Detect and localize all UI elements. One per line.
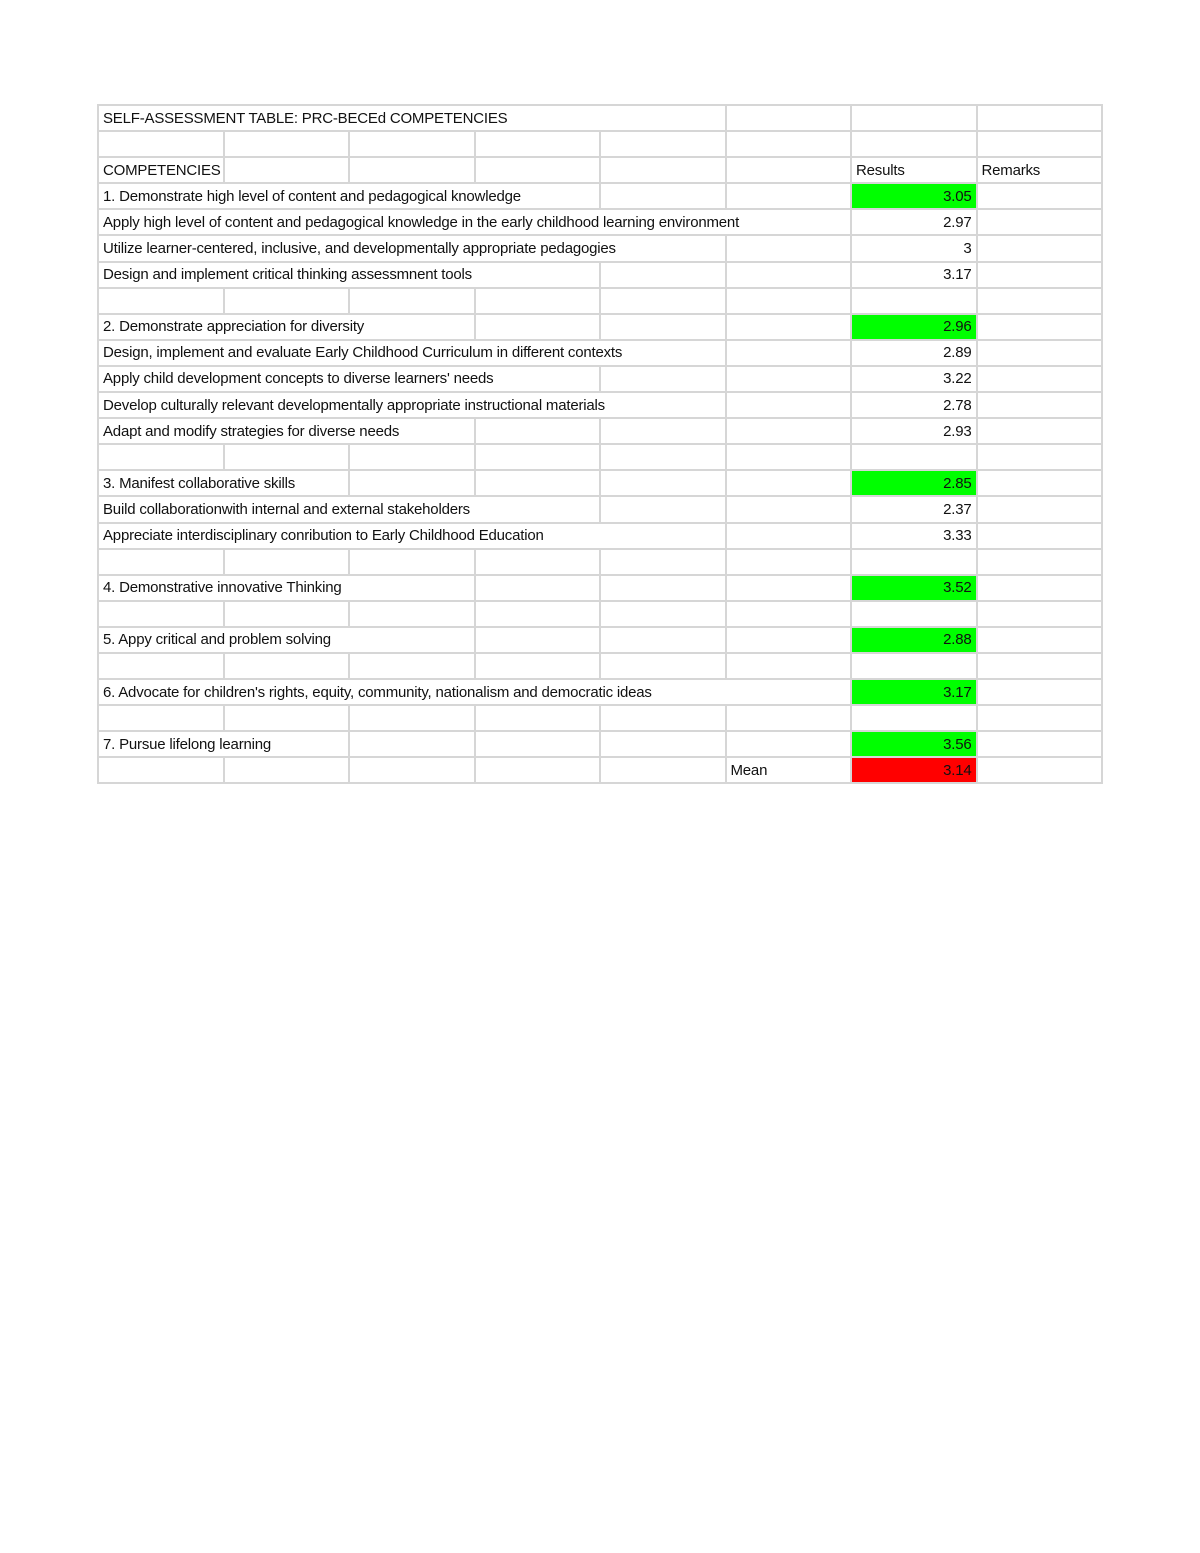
blank-row-empty-cell[interactable] <box>601 602 727 628</box>
item-result-value[interactable]: 2.97 <box>852 210 978 236</box>
row-empty-cell[interactable] <box>476 315 602 341</box>
item-result-value[interactable]: 3.17 <box>852 263 978 289</box>
item-result-value[interactable]: 2.78 <box>852 393 978 419</box>
title-row-empty-cell[interactable] <box>978 106 1104 132</box>
category-result-value[interactable]: 2.96 <box>852 315 978 341</box>
blank-row-empty-cell[interactable] <box>350 289 476 315</box>
category-result-value[interactable]: 3.52 <box>852 576 978 602</box>
row-empty-cell[interactable] <box>601 315 727 341</box>
row-empty-cell[interactable] <box>727 367 853 393</box>
row-empty-cell[interactable] <box>601 628 727 654</box>
blank-row-empty-cell[interactable] <box>99 706 225 732</box>
item-result-value[interactable]: 2.89 <box>852 341 978 367</box>
blank-row-empty-cell[interactable] <box>601 445 727 471</box>
spacer-row-empty-cell[interactable] <box>852 132 978 158</box>
spreadsheet-grid <box>97 104 1103 784</box>
competency-item-label[interactable]: Apply child development concepts to diverse learners' needs <box>99 367 601 393</box>
competency-item-label[interactable]: Develop culturally relevant developmentally appropriate instructional materials <box>99 393 727 419</box>
blank-row-empty-cell[interactable] <box>350 550 476 576</box>
remarks-cell[interactable] <box>978 419 1104 445</box>
spacer-row-empty-cell[interactable] <box>978 132 1104 158</box>
header-row-empty-cell[interactable] <box>601 158 727 184</box>
mean-row-empty-cell[interactable] <box>601 758 727 784</box>
spacer-row-empty-cell[interactable] <box>476 132 602 158</box>
blank-row-empty-cell[interactable] <box>978 289 1104 315</box>
row-empty-cell[interactable] <box>601 471 727 497</box>
mean-row-empty-cell[interactable] <box>350 758 476 784</box>
remarks-cell[interactable] <box>978 758 1104 784</box>
remarks-cell[interactable] <box>978 393 1104 419</box>
remarks-cell[interactable] <box>978 341 1104 367</box>
row-empty-cell[interactable] <box>727 471 853 497</box>
blank-row-empty-cell[interactable] <box>978 654 1104 680</box>
competency-item-label[interactable]: Utilize learner-centered, inclusive, and developmentally appropriate pedagogies <box>99 236 727 262</box>
blank-row-empty-cell[interactable] <box>99 550 225 576</box>
remarks-cell[interactable] <box>978 524 1104 550</box>
header-competencies[interactable]: COMPETENCIES <box>99 158 225 184</box>
competency-category-label[interactable]: 5. Appy critical and problem solving <box>99 628 476 654</box>
row-empty-cell[interactable] <box>727 393 853 419</box>
row-empty-cell[interactable] <box>727 419 853 445</box>
spacer-row-empty-cell[interactable] <box>99 132 225 158</box>
header-row-empty-cell[interactable] <box>476 158 602 184</box>
remarks-cell[interactable] <box>978 732 1104 758</box>
blank-row-empty-cell[interactable] <box>852 445 978 471</box>
blank-row-empty-cell[interactable] <box>601 550 727 576</box>
row-empty-cell[interactable] <box>601 497 727 523</box>
blank-row-empty-cell[interactable] <box>852 654 978 680</box>
item-result-value[interactable]: 3.22 <box>852 367 978 393</box>
blank-row-empty-cell[interactable] <box>727 550 853 576</box>
row-empty-cell[interactable] <box>727 341 853 367</box>
row-empty-cell[interactable] <box>727 524 853 550</box>
blank-row-empty-cell[interactable] <box>727 706 853 732</box>
blank-row-empty-cell[interactable] <box>99 445 225 471</box>
row-empty-cell[interactable] <box>601 732 727 758</box>
row-empty-cell[interactable] <box>601 576 727 602</box>
item-result-value[interactable]: 3.33 <box>852 524 978 550</box>
spacer-row-empty-cell[interactable] <box>350 132 476 158</box>
remarks-cell[interactable] <box>978 263 1104 289</box>
category-result-value[interactable]: 3.05 <box>852 184 978 210</box>
blank-row-empty-cell[interactable] <box>978 445 1104 471</box>
blank-row-empty-cell[interactable] <box>99 654 225 680</box>
row-empty-cell[interactable] <box>601 419 727 445</box>
blank-row-empty-cell[interactable] <box>225 550 351 576</box>
blank-row-empty-cell[interactable] <box>727 602 853 628</box>
remarks-cell[interactable] <box>978 184 1104 210</box>
remarks-cell[interactable] <box>978 680 1104 706</box>
blank-row-empty-cell[interactable] <box>350 445 476 471</box>
header-results[interactable]: Results <box>852 158 978 184</box>
blank-row-empty-cell[interactable] <box>978 602 1104 628</box>
blank-row-empty-cell[interactable] <box>476 602 602 628</box>
row-empty-cell[interactable] <box>727 628 853 654</box>
row-empty-cell[interactable] <box>727 236 853 262</box>
blank-row-empty-cell[interactable] <box>476 445 602 471</box>
spacer-row-empty-cell[interactable] <box>727 132 853 158</box>
spacer-row-empty-cell[interactable] <box>601 132 727 158</box>
blank-row-empty-cell[interactable] <box>727 289 853 315</box>
remarks-cell[interactable] <box>978 576 1104 602</box>
blank-row-empty-cell[interactable] <box>350 706 476 732</box>
remarks-cell[interactable] <box>978 628 1104 654</box>
mean-row-empty-cell[interactable] <box>99 758 225 784</box>
row-empty-cell[interactable] <box>727 315 853 341</box>
competency-item-label[interactable]: Apply high level of content and pedagogical knowledge in the early childhood learning environment <box>99 210 852 236</box>
blank-row-empty-cell[interactable] <box>476 550 602 576</box>
row-empty-cell[interactable] <box>350 471 476 497</box>
category-result-value[interactable]: 3.17 <box>852 680 978 706</box>
remarks-cell[interactable] <box>978 210 1104 236</box>
blank-row-empty-cell[interactable] <box>476 654 602 680</box>
header-row-empty-cell[interactable] <box>350 158 476 184</box>
blank-row-empty-cell[interactable] <box>978 706 1104 732</box>
row-empty-cell[interactable] <box>476 576 602 602</box>
competency-category-label[interactable]: 6. Advocate for children's rights, equity, community, nationalism and democratic ideas <box>99 680 852 706</box>
blank-row-empty-cell[interactable] <box>727 445 853 471</box>
blank-row-empty-cell[interactable] <box>99 289 225 315</box>
blank-row-empty-cell[interactable] <box>225 654 351 680</box>
item-result-value[interactable]: 2.93 <box>852 419 978 445</box>
blank-row-empty-cell[interactable] <box>852 706 978 732</box>
remarks-cell[interactable] <box>978 367 1104 393</box>
remarks-cell[interactable] <box>978 471 1104 497</box>
row-empty-cell[interactable] <box>476 732 602 758</box>
row-empty-cell[interactable] <box>476 471 602 497</box>
blank-row-empty-cell[interactable] <box>225 445 351 471</box>
blank-row-empty-cell[interactable] <box>978 550 1104 576</box>
competency-category-label[interactable]: 2. Demonstrate appreciation for diversity <box>99 315 476 341</box>
row-empty-cell[interactable] <box>727 576 853 602</box>
blank-row-empty-cell[interactable] <box>727 654 853 680</box>
sheet-title-cell[interactable]: SELF-ASSESSMENT TABLE: PRC-BECEd COMPETENCIES <box>99 106 727 132</box>
blank-row-empty-cell[interactable] <box>99 602 225 628</box>
row-empty-cell[interactable] <box>601 184 727 210</box>
competency-item-label[interactable]: Design, implement and evaluate Early Childhood Curriculum in different contexts <box>99 341 727 367</box>
row-empty-cell[interactable] <box>727 263 853 289</box>
category-result-value[interactable]: 3.56 <box>852 732 978 758</box>
mean-value[interactable]: 3.14 <box>852 758 978 784</box>
mean-label[interactable]: Mean <box>727 758 853 784</box>
competency-item-label[interactable]: Adapt and modify strategies for diverse needs <box>99 419 476 445</box>
row-empty-cell[interactable] <box>476 628 602 654</box>
mean-row-empty-cell[interactable] <box>476 758 602 784</box>
header-row-empty-cell[interactable] <box>727 158 853 184</box>
row-empty-cell[interactable] <box>601 263 727 289</box>
competency-category-label[interactable]: 1. Demonstrate high level of content and pedagogical knowledge <box>99 184 601 210</box>
header-remarks[interactable]: Remarks <box>978 158 1104 184</box>
title-row-empty-cell[interactable] <box>727 106 853 132</box>
blank-row-empty-cell[interactable] <box>225 602 351 628</box>
competency-item-label[interactable]: Appreciate interdisciplinary conribution to Early Childhood Education <box>99 524 727 550</box>
blank-row-empty-cell[interactable] <box>852 602 978 628</box>
competency-item-label[interactable]: Design and implement critical thinking assessmnent tools <box>99 263 601 289</box>
category-result-value[interactable]: 2.85 <box>852 471 978 497</box>
competency-category-label[interactable]: 7. Pursue lifelong learning <box>99 732 350 758</box>
blank-row-empty-cell[interactable] <box>225 706 351 732</box>
blank-row-empty-cell[interactable] <box>476 706 602 732</box>
row-empty-cell[interactable] <box>727 184 853 210</box>
blank-row-empty-cell[interactable] <box>601 289 727 315</box>
header-row-empty-cell[interactable] <box>225 158 351 184</box>
blank-row-empty-cell[interactable] <box>225 289 351 315</box>
blank-row-empty-cell[interactable] <box>350 654 476 680</box>
competency-item-label[interactable]: Build collaborationwith internal and external stakeholders <box>99 497 601 523</box>
blank-row-empty-cell[interactable] <box>601 654 727 680</box>
row-empty-cell[interactable] <box>727 732 853 758</box>
category-result-value[interactable]: 2.88 <box>852 628 978 654</box>
row-empty-cell[interactable] <box>727 497 853 523</box>
item-result-value[interactable]: 2.37 <box>852 497 978 523</box>
competency-category-label[interactable]: 4. Demonstrative innovative Thinking <box>99 576 476 602</box>
competency-category-label[interactable]: 3. Manifest collaborative skills <box>99 471 350 497</box>
row-empty-cell[interactable] <box>476 419 602 445</box>
blank-row-empty-cell[interactable] <box>476 289 602 315</box>
remarks-cell[interactable] <box>978 497 1104 523</box>
remarks-cell[interactable] <box>978 315 1104 341</box>
mean-row-empty-cell[interactable] <box>225 758 351 784</box>
blank-row-empty-cell[interactable] <box>852 550 978 576</box>
blank-row-empty-cell[interactable] <box>601 706 727 732</box>
blank-row-empty-cell[interactable] <box>852 289 978 315</box>
row-empty-cell[interactable] <box>601 367 727 393</box>
title-row-empty-cell[interactable] <box>852 106 978 132</box>
row-empty-cell[interactable] <box>350 732 476 758</box>
blank-row-empty-cell[interactable] <box>350 602 476 628</box>
item-result-value[interactable]: 3 <box>852 236 978 262</box>
remarks-cell[interactable] <box>978 236 1104 262</box>
spacer-row-empty-cell[interactable] <box>225 132 351 158</box>
